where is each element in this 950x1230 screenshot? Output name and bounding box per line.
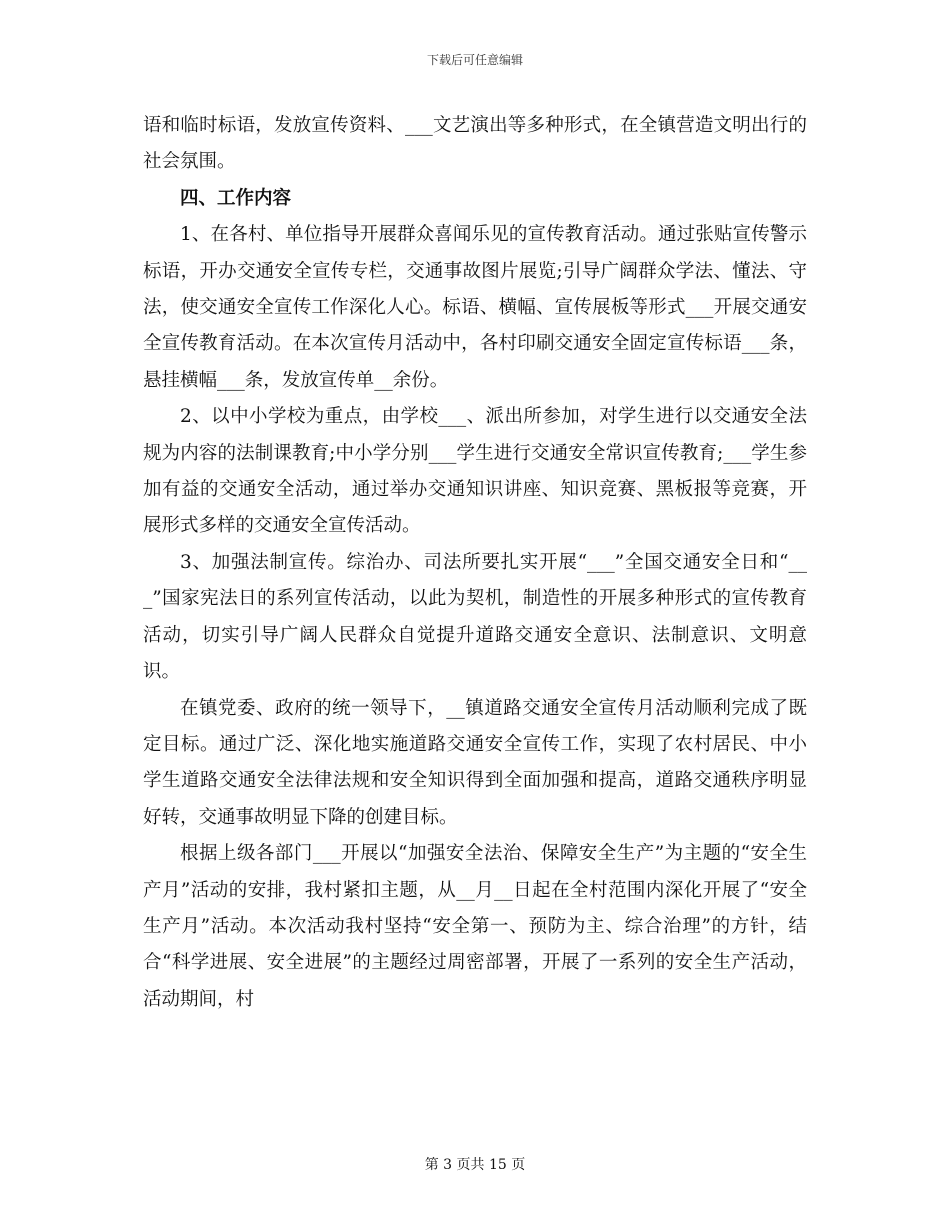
paragraph-item-1: 1、在各村、单位指导开展群众喜闻乐见的宣传教育活动。通过张贴宣传警示标语，开办交通安全宣传专栏，交通事故图片展览;引导广阔群众学法、懂法、守法，使交通安全宣传工作深化人心。标语、横幅、宣传展板等形式___开展交通安全宣传教育活动。在本次宣传月活动中，各村印刷交通安全固定宣传标语___条，悬挂横幅___条，发放宣传单__余份。 — [143, 224, 807, 391]
paragraph-safety-month: 根据上级各部门___开展以“加强安全法治、保障安全生产”为主题的“安全生产月”活动的安排，我村紧扣主题，从__月__日起在全村范围内深化开展了“安全生产月”活动。本次活动我村坚持“安全第一、预防为主、综合治理”的方针，结合“科学进展、安全进展”的主题经过周密部署，开展了一系列的安全生产活动，活动期间，村 — [143, 843, 807, 1010]
document-body — [143, 108, 807, 1018]
paragraph-summary: 在镇党委、政府的统一领导下，__镇道路交通安全宣传月活动顺利完成了既定目标。通过广泛、深化地实施道路交通安全宣传工作，实现了农村居民、中小学生道路交通安全法律法规和安全知识得到全面加强和提高，道路交通秩序明显好转，交通事故明显下降的创建目标。 — [143, 697, 807, 828]
page-number: 第 3 页共 15 页 — [424, 1157, 526, 1173]
page-header-note: 下载后可任意编辑 — [426, 53, 523, 67]
section-heading: 四、工作内容 — [180, 187, 292, 209]
paragraph-continuation: 语和临时标语，发放宣传资料、___文艺演出等多种形式，在全镇营造文明出行的社会氛围。 — [143, 115, 807, 173]
paragraph-item-2: 2、以中小学校为重点，由学校___、派出所参加，对学生进行以交通安全法规为内容的法制课教育;中小学分别___学生进行交通安全常识宣传教育;___学生参加有益的交通安全活动，通过举办交通知识讲座、知识竞赛、黑板报等竞赛，开展形式多样的交通安全宣传活动。 — [143, 406, 807, 537]
paragraph-item-3: 3、加强法制宣传。综治办、司法所要扎实开展“___”全国交通安全日和“___”国家宪法日的系列宣传活动，以此为契机，制造性的开展多种形式的宣传教育活动，切实引导广阔人民群众自觉提升道路交通安全意识、法制意识、文明意识。 — [143, 551, 807, 683]
